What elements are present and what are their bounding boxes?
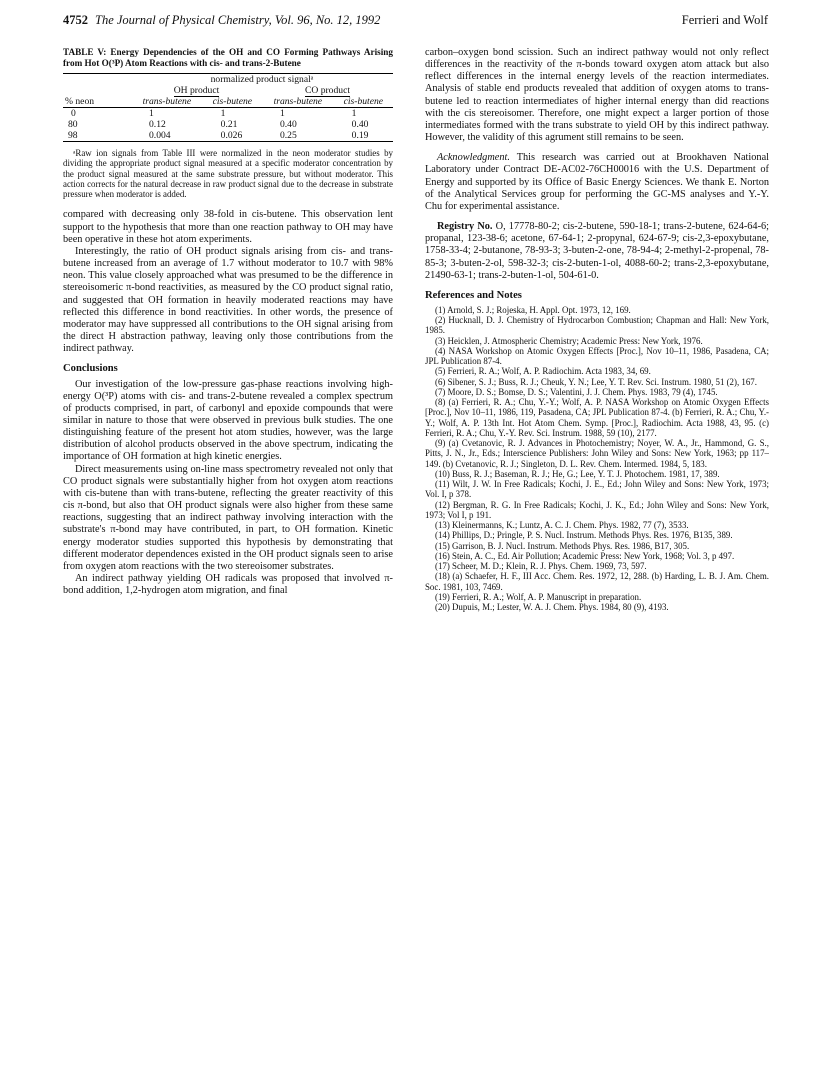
table-cell: 0.004 <box>131 130 203 142</box>
table-cell: 1 <box>220 108 226 119</box>
reference-item: (15) Garrison, B. J. Nucl. Instrum. Methods Phys. Res. 1986, B17, 305. <box>435 540 690 551</box>
section-heading: Conclusions <box>63 363 118 375</box>
table-caption: TABLE V: Energy Dependencies of the OH and CO Forming Pathways Arising from Hot O(³P) Atom Reactions with cis- and trans-2-Butene <box>63 47 393 68</box>
body-paragraph: An indirect pathway yielding OH radicals was proposed that involved π-bond addition, 1,2-hydrogen atom migration, and final <box>63 573 393 597</box>
reference-item: (12) Bergman, R. G. In Free Radicals; Kochi, J. K., Ed.; John Wiley and Sons: New York, 1973; Vol I, p 191. <box>425 499 769 520</box>
right-column <box>425 47 769 612</box>
reference-item: (10) Buss, R. J.; Baseman, R. J.; He, G.; Lee, Y. T. J. Photochem. 1981, 17, 389. <box>435 468 720 479</box>
reference-item: (17) Scheer, M. D.; Klein, R. J. Phys. Chem. 1969, 73, 597. <box>435 561 647 572</box>
ack-text: This research was carried out at Brookhaven National Laboratory under Contract DE-AC02-76CH00016 with the U.S. Department of Energy and supported by its Office of Basic Energy Sciences. We thank E. Norton of the Analytical Services group for performing the GC-MS analyses and Y.-Y. Chu for experimental assistance. <box>425 152 769 212</box>
registry-numbers <box>425 221 769 282</box>
table-cell: 1 <box>149 108 154 119</box>
body-paragraph: Interestingly, the ratio of OH product signals arising from cis- and trans-butene increased from an average of 1.7 without moderator to 10.7 with 98% neon. This value closely approached what was presumed to be the difference in stereoisomeric π-bond reactivities, as measured by the CO product signal ratio, and suggested that OH formation in heavily moderated reactions may have reflected this difference in bond reactivities. In other words, the presence of moderator may have suppressed all contributions to the OH signal arising from the direct H abstraction pathway, leaving only those contributions from the indirect pathway. <box>63 245 393 355</box>
table-row <box>63 108 393 120</box>
body-paragraph: Direct measurements using on-line mass spectrometry revealed not only that CO product signals were substantially higher from hot oxygen atom reactions with cis-butene than with trans-butene, reflecting the greater reactivity of this cis π-bond, but also that OH product signals were also higher from these same reactions, suggesting that an indirect pathway involving interaction with the substrate's π-bond may have contributed, in part, to OH formation. Kinetic energy moderator studies supported this hypothesis by demonstrating that different moderator dependences existed in the OH product signals seen to arise from oxygen atom reactions with the two stereoisomer substrates. <box>63 463 393 572</box>
table-cell: 80 <box>68 119 78 130</box>
acknowledgment <box>425 152 769 213</box>
table-cell: 0.40 <box>279 119 297 130</box>
co-product-header: CO product <box>304 85 351 96</box>
table-cell: 0.40 <box>351 119 369 130</box>
references-list <box>425 305 769 613</box>
reference-item: (3) Heicklen, J. Atmospheric Chemistry; Academic Press: New York, 1976. <box>435 335 703 346</box>
ack-label: Acknowledgment. <box>437 152 510 164</box>
table-cell: 0.19 <box>334 130 393 142</box>
cis-butene-header: cis-butene <box>203 96 262 108</box>
table-cell: 1 <box>351 108 357 119</box>
table-footnote: ᵃRaw ion signals from Table III were normalized in the neon moderator studies by dividing the appropriate product signal measured at a specific moderator concentration by the product signal measured at the same substrate pressure, but without moderator. This action corrects for the natural decrease in raw product signal due to the decrease in substrate pressure when moderator is added. <box>63 148 393 200</box>
table-cell: 0.21 <box>220 119 238 130</box>
table-cell: 98 <box>63 130 131 142</box>
neon-column-header: % neon <box>63 96 131 108</box>
body-paragraph: carbon–oxygen bond scission. Such an indirect pathway would not only reflect differences in the reactivity of the π-bonds toward oxygen atom attack but also reflect differences in the internal energy levels of the reaction intermediates. Analysis of stable end products revealed that addition of oxygen atoms to trans-butene led to reaction intermediates of higher internal energy than did reactions with the cis stereoisomer. Therefore, one might expect a larger portion of those intermediates formed with the trans substrate to yield OH by this indirect pathway. However, the validity of this agrument still remains to be seen. <box>425 47 769 144</box>
reference-item: (1) Arnold, S. J.; Rojeska, H. Appl. Opt. 1973, 12, 169. <box>435 304 631 315</box>
reference-item: (8) (a) Ferrieri, R. A.; Chu, Y.-Y.; Wolf, A. P. NASA Workshop on Atomic Oxygen Effects [Proc.], Nov 10–11, 1986, 119, Pasadena, CA; JPL Publication 87-4. (b) Ferrieri, R. A.; Chu, Y.-Y.; Wolf, A. P. 13th Int. Hot Atom Chem. Symp. [Proc.], Radiochim. Acta 1988, 43, 95. (c) Ferrieri, R. A.; Chu, Y.-Y. Rev. Sci. Instrum. 1988, 59 (10), 2177. <box>425 397 769 438</box>
reference-item: (4) NASA Workshop on Atomic Oxygen Effects [Proc.], Nov 10–11, 1986, Pasadena, CA; JPL Publication 87-4. <box>425 345 769 367</box>
table-cell: 0.25 <box>262 130 334 142</box>
references-heading: References and Notes <box>425 289 522 301</box>
table-cell: 1 <box>279 108 285 119</box>
table-row <box>63 119 393 130</box>
group-header: normalized product signalᵃ <box>131 74 393 86</box>
table-cell: 0 <box>71 108 76 119</box>
reference-item: (11) Wilt, J. W. In Free Radicals; Kochi, J. E., Ed.; John Wiley and Sons: New York, 1973; Vol. I, p 378. <box>425 479 769 500</box>
reference-item: (9) (a) Cvetanovic, R. J. Advances in Photochemistry; Noyer, W. A., Jr., Hammond, G. S., Pitts, J. N., Jr., Eds.; Interscience Publishers: John Wiley and Sons: New York, 1963; pp 117–149. (b) Cvetanovic, R. J.; Singleton, D. L. Rev. Chem. Intermed. 1984, 5, 183. <box>425 438 769 469</box>
running-header <box>63 13 768 33</box>
registry-text: O, 17778-80-2; cis-2-butene, 590-18-1; trans-2-butene, 624-64-6; propanal, 123-38-6; acetone, 67-64-1; 2-propynal, 624-67-9; cis-2,3-epoxybutane, 1758-33-4; 2-butanone, 78-93-3; 3-buten-2-one, 78-94-4; 2-methyl-2-propenal, 78-85-3; 3-buten-2-ol, 598-32-3; cis-2-buten-1-ol, 4088-60-2; trans-2,3-epoxybutane, 21490-63-1; trans-2-buten-1-ol, 504-61-0. <box>425 221 770 281</box>
reference-item: (19) Ferrieri, R. A.; Wolf, A. P. Manuscript in preparation. <box>435 591 642 602</box>
journal-citation: The Journal of Physical Chemistry, Vol. 96, No. 12, 1992 <box>95 13 381 27</box>
oh-product-header: OH product <box>173 85 220 96</box>
data-table <box>63 73 393 142</box>
trans-butene-header: trans-butene <box>131 96 203 108</box>
page-number: 4752 <box>63 13 88 27</box>
reference-item: (14) Phillips, D.; Pringle, P. S. Nucl. Instrum. Methods Phys. Res. 1976, B135, 389. <box>435 530 733 541</box>
body-paragraph: compared with decreasing only 38-fold in cis-butene. This observation lent support to the hypothesis that more than one reaction pathway to OH may have been operative in these hot atom experiments. <box>63 209 393 245</box>
table-row <box>63 130 393 142</box>
reference-item: (5) Ferrieri, R. A.; Wolf, A. P. Radiochim. Acta 1983, 34, 69. <box>435 366 651 377</box>
table-cell: 0.026 <box>203 130 262 142</box>
running-authors: Ferrieri and Wolf <box>681 13 768 27</box>
table-header-row <box>63 74 393 86</box>
body-paragraph: Our investigation of the low-pressure gas-phase reactions involving high-energy O(³P) atoms with cis- and trans-2-butene revealed a complex spectrum of products comprised, in part, of carbonyl and epoxide compounds that were similar in nature to those that were observed in previous bulk studies. The one distinguishing feature of the present hot atom studies, however, was the large distribution of alcohol products observed in the above spectrum, indicating the importance of OH formation at high kinetic energies. <box>63 378 393 463</box>
reference-item: (6) Sibener, S. J.; Buss, R. J.; Cheuk, Y. N.; Lee, Y. T. Rev. Sci. Instrum. 1980, 51 (2), 167. <box>435 376 757 387</box>
table-header-row <box>63 96 393 108</box>
reference-item: (13) Kleinermanns, K.; Luntz, A. C. J. Chem. Phys. 1982, 77 (7), 3533. <box>435 520 689 531</box>
table-cell: 0.12 <box>149 119 166 130</box>
cis-butene-header: cis-butene <box>334 96 393 108</box>
reference-item: (7) Moore, D. S.; Bomse, D. S.; Valentini, J. J. Chem. Phys. 1983, 79 (4), 1745. <box>435 386 718 397</box>
reference-item: (16) Stein, A. C., Ed. Air Pollution; Academic Press: New York, 1968; Vol. 3, p 497. <box>435 550 735 561</box>
reference-item: (18) (a) Schaefer, H. F., III Acc. Chem. Res. 1972, 12, 288. (b) Harding, L. B. J. Am. Chem. Soc. 1981, 103, 7469. <box>425 571 769 592</box>
left-column <box>63 47 393 597</box>
reference-item: (20) Dupuis, M.; Lester, W. A. J. Chem. Phys. 1984, 80 (9), 4193. <box>435 602 669 613</box>
trans-butene-header: trans-butene <box>262 96 334 108</box>
table-header-row <box>63 85 393 96</box>
registry-label: Registry No. <box>437 221 493 233</box>
reference-item: (2) Hucknall, D. J. Chemistry of Hydrocarbon Combustion; Chapman and Hall: New York, 1985. <box>425 315 769 336</box>
